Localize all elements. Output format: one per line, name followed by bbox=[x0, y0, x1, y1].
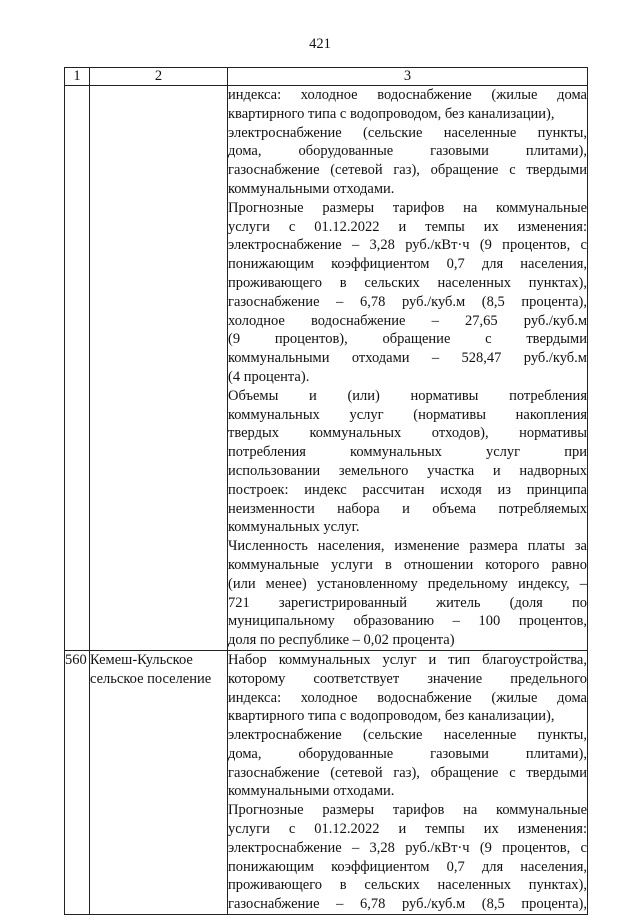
description-line: индекса: холодное водоснабжение (жилые дома bbox=[228, 689, 587, 706]
table-header-row bbox=[65, 68, 588, 86]
description-line: Объемы и (или) нормативы потребления bbox=[228, 387, 587, 404]
description-line: Прогнозные размеры тарифов на коммунальные bbox=[228, 199, 587, 216]
column-header-2: 2 bbox=[90, 68, 228, 86]
description-line: потребления коммунальных услуг при bbox=[228, 444, 587, 461]
row-number: 560 bbox=[65, 650, 90, 914]
description-line: Численность населения, изменение размера платы за bbox=[228, 538, 587, 555]
description-line: муниципальному образованию – 100 процентов, bbox=[228, 613, 587, 630]
description-line: коммунальных услуг (нормативы накопления bbox=[228, 406, 587, 423]
description-line: коммунальными отходами. bbox=[228, 783, 395, 800]
description-line: коммунальные услуги в отношении которого равно bbox=[228, 556, 587, 573]
description-line: 721 зарегистрированный житель (доля по bbox=[228, 594, 587, 611]
description-line: коммунальными отходами. bbox=[228, 180, 395, 197]
column-header-3: 3 bbox=[228, 68, 588, 86]
description-line: Набор коммунальных услуг и тип благоустройства, bbox=[228, 651, 587, 668]
description-line: неизменности набора и объема потребляемых bbox=[228, 500, 587, 517]
table-row bbox=[65, 86, 588, 651]
description-line: (4 процента). bbox=[228, 368, 310, 385]
description-line: коммунальными отходами – 528,47 руб./куб.м bbox=[228, 350, 587, 367]
description-line: холодное водоснабжение – 27,65 руб./куб.м bbox=[228, 312, 587, 329]
description-line: услуги с 01.12.2022 и темпы их изменения: bbox=[228, 218, 587, 235]
description-line: дома, оборудованные газовыми плитами), bbox=[228, 143, 587, 160]
description-line: проживающего в сельских населенных пунктах), bbox=[228, 877, 587, 894]
description-line: проживающего в сельских населенных пунктах), bbox=[228, 274, 587, 291]
description-cell bbox=[228, 86, 588, 651]
description-line: (или менее) установленному предельному индексу, – bbox=[228, 575, 587, 592]
description-line: дома, оборудованные газовыми плитами), bbox=[228, 745, 587, 762]
municipality-name-line: Кемеш-Кульское bbox=[90, 651, 193, 668]
description-line: газоснабжение – 6,78 руб./куб.м (8,5 процента), bbox=[228, 896, 587, 913]
description-line: газоснабжение – 6,78 руб./куб.м (8,5 процента), bbox=[228, 293, 587, 310]
description-line: электроснабжение – 3,28 руб./кВт·ч (9 процентов, с bbox=[228, 237, 587, 254]
description-line: индекса: холодное водоснабжение (жилые дома bbox=[228, 87, 587, 103]
description-line: твердых коммунальных отходов), нормативы bbox=[228, 425, 587, 442]
description-line: использовании земельного участка и надворных bbox=[228, 462, 587, 479]
row-number bbox=[65, 86, 90, 651]
description-line: построек: индекс рассчитан исходя из принципа bbox=[228, 481, 587, 498]
table-row bbox=[65, 650, 588, 914]
description-line: электроснабжение (сельские населенные пункты, bbox=[228, 727, 587, 744]
description-line: Прогнозные размеры тарифов на коммунальные bbox=[228, 802, 587, 819]
description-line: электроснабжение (сельские населенные пункты, bbox=[228, 124, 587, 141]
description-line: газоснабжение (сетевой газ), обращение с твердыми bbox=[228, 764, 587, 781]
description-line: квартирного типа с водопроводом, без канализации), bbox=[228, 708, 555, 725]
description-line: (9 процентов), обращение с твердыми bbox=[228, 331, 587, 348]
tariff-table bbox=[64, 67, 588, 915]
description-line: коммунальных услуг. bbox=[228, 519, 360, 536]
municipality-name bbox=[90, 86, 228, 651]
description-line: электроснабжение – 3,28 руб./кВт·ч (9 процентов, с bbox=[228, 839, 587, 856]
description-cell bbox=[228, 650, 588, 914]
column-header-1: 1 bbox=[65, 68, 90, 86]
description-line: квартирного типа с водопроводом, без канализации), bbox=[228, 105, 555, 122]
description-line: газоснабжение (сетевой газ), обращение с твердыми bbox=[228, 162, 587, 179]
description-line: понижающим коэффициентом 0,7 для населения, bbox=[228, 858, 587, 875]
description-line: доля по республике – 0,02 процента) bbox=[228, 632, 455, 649]
municipality-name-line: сельское поселение bbox=[90, 670, 212, 687]
description-line: понижающим коэффициентом 0,7 для населения, bbox=[228, 256, 587, 273]
page-number: 421 bbox=[309, 36, 331, 52]
description-line: которому соответствует значение предельного bbox=[228, 670, 587, 687]
description-line: услуги с 01.12.2022 и темпы их изменения: bbox=[228, 821, 587, 838]
municipality-name bbox=[90, 650, 228, 914]
